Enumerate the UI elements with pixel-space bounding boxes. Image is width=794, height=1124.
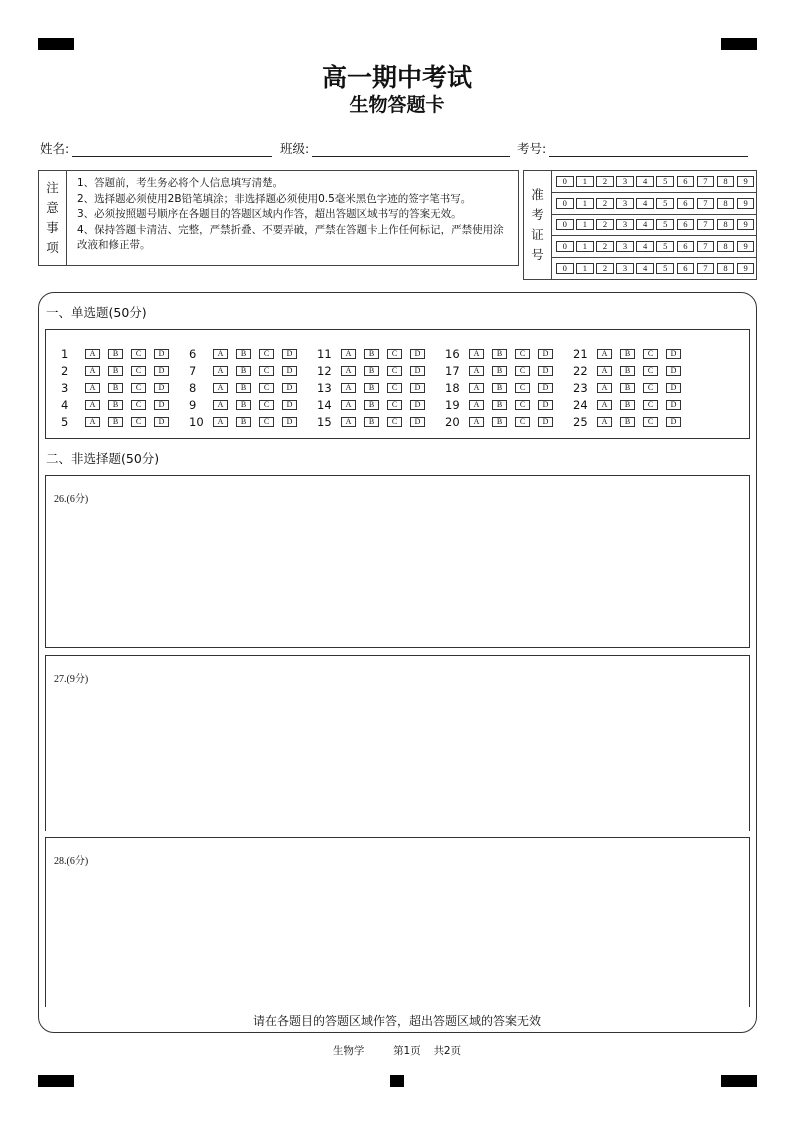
digit-bubble[interactable]: 1 <box>576 176 594 187</box>
digit-bubble[interactable]: 3 <box>616 176 634 187</box>
question-number: 18 <box>445 380 460 395</box>
option-bubble[interactable]: C <box>131 349 146 359</box>
option-bubble[interactable]: D <box>154 400 169 410</box>
digit-bubble[interactable]: 9 <box>737 176 755 187</box>
question-number: 6 <box>189 346 197 361</box>
option-bubble[interactable]: D <box>666 417 681 427</box>
option-bubble[interactable]: B <box>236 366 251 376</box>
choice-question-row <box>573 413 697 430</box>
question-number: 15 <box>317 414 332 429</box>
option-bubble[interactable]: D <box>410 383 425 393</box>
choice-question-row <box>317 379 441 396</box>
option-bubble[interactable]: C <box>131 383 146 393</box>
bottom-warning-note: 请在各题目的答题区域作答，超出答题区域的答案无效 <box>252 1014 541 1028</box>
option-bubble[interactable]: D <box>282 400 297 410</box>
option-bubble[interactable]: A <box>213 366 228 376</box>
choice-column <box>573 345 697 430</box>
digit-bubble[interactable]: 3 <box>616 241 634 252</box>
option-bubble[interactable]: B <box>236 349 251 359</box>
exam-id-digit-row <box>552 171 756 193</box>
digit-bubble[interactable]: 2 <box>596 198 614 209</box>
option-bubble[interactable]: C <box>131 400 146 410</box>
digit-bubble[interactable]: 1 <box>576 219 594 230</box>
choice-column <box>189 345 313 430</box>
answer-box-q27[interactable] <box>45 655 750 831</box>
notice-text <box>67 171 518 265</box>
exam-id-digit-row <box>552 258 756 279</box>
question-number: 19 <box>445 397 460 412</box>
option-bubble[interactable]: A <box>213 400 228 410</box>
choice-question-row <box>61 413 185 430</box>
page-subtitle: 生物答题卡 <box>349 94 445 116</box>
option-bubble[interactable]: C <box>259 417 274 427</box>
option-bubble[interactable]: D <box>538 417 553 427</box>
option-bubble[interactable]: C <box>643 417 658 427</box>
choice-question-row <box>189 379 313 396</box>
question-number: 12 <box>317 363 332 378</box>
exam-id-digit-row <box>552 236 756 258</box>
registration-mark-top-right <box>721 38 757 50</box>
digit-bubble[interactable]: 4 <box>636 198 654 209</box>
option-bubble[interactable]: B <box>492 417 507 427</box>
digit-bubble[interactable]: 3 <box>616 198 634 209</box>
choice-question-row <box>189 396 313 413</box>
question-number: 13 <box>317 380 332 395</box>
option-bubble[interactable]: B <box>236 400 251 410</box>
question-number: 24 <box>573 397 588 412</box>
question-number: 14 <box>317 397 332 412</box>
choice-question-row <box>317 413 441 430</box>
digit-bubble[interactable]: 6 <box>677 241 695 252</box>
option-bubble[interactable]: D <box>666 400 681 410</box>
option-bubble[interactable]: B <box>108 400 123 410</box>
option-bubble[interactable]: A <box>85 366 100 376</box>
digit-bubble[interactable]: 0 <box>556 219 574 230</box>
option-bubble[interactable]: C <box>515 366 530 376</box>
footer-page: 第1页 <box>393 1045 421 1057</box>
choice-question-row <box>61 396 185 413</box>
option-bubble[interactable]: A <box>597 417 612 427</box>
option-bubble[interactable]: C <box>643 400 658 410</box>
answer-box-q26[interactable] <box>45 475 750 648</box>
choice-question-row <box>445 413 569 430</box>
choice-question-row <box>61 345 185 362</box>
question-number: 9 <box>189 397 197 412</box>
option-bubble[interactable]: B <box>364 400 379 410</box>
digit-bubble[interactable]: 5 <box>656 219 674 230</box>
choice-question-row <box>573 345 697 362</box>
exam-number-line[interactable] <box>549 141 748 157</box>
option-bubble[interactable]: B <box>364 417 379 427</box>
digit-bubble[interactable]: 4 <box>636 241 654 252</box>
option-bubble[interactable]: B <box>620 383 635 393</box>
digit-bubble[interactable]: 9 <box>737 219 755 230</box>
digit-bubble[interactable]: 9 <box>737 198 755 209</box>
digit-bubble[interactable]: 7 <box>697 241 715 252</box>
digit-bubble[interactable]: 9 <box>737 241 755 252</box>
digit-bubble[interactable]: 8 <box>717 263 735 274</box>
digit-bubble[interactable]: 4 <box>636 176 654 187</box>
choice-question-row <box>445 345 569 362</box>
option-bubble[interactable]: D <box>154 417 169 427</box>
registration-mark-bottom-right <box>721 1075 757 1087</box>
digit-bubble[interactable]: 0 <box>556 263 574 274</box>
choice-question-row <box>61 362 185 379</box>
option-bubble[interactable]: B <box>108 366 123 376</box>
digit-bubble[interactable]: 3 <box>616 219 634 230</box>
option-bubble[interactable]: B <box>108 349 123 359</box>
choice-question-row <box>573 396 697 413</box>
digit-bubble[interactable]: 0 <box>556 198 574 209</box>
exam-id-box <box>523 170 757 280</box>
option-bubble[interactable]: B <box>492 349 507 359</box>
digit-bubble[interactable]: 5 <box>656 176 674 187</box>
answer-box-q28[interactable] <box>45 837 750 1007</box>
option-bubble[interactable]: B <box>364 349 379 359</box>
notice-line: 2、选择题必须使用2B铅笔填涂；非选择题必须使用0.5毫米黑色字迹的签字笔书写。 <box>77 192 472 205</box>
option-bubble[interactable]: B <box>620 366 635 376</box>
digit-bubble[interactable]: 8 <box>717 241 735 252</box>
option-bubble[interactable]: A <box>469 349 484 359</box>
option-bubble[interactable]: D <box>538 366 553 376</box>
option-bubble[interactable]: D <box>666 383 681 393</box>
option-bubble[interactable]: B <box>364 366 379 376</box>
page-footer <box>0 1043 794 1058</box>
option-bubble[interactable]: C <box>131 366 146 376</box>
option-bubble[interactable]: C <box>515 400 530 410</box>
option-bubble[interactable]: A <box>597 383 612 393</box>
option-bubble[interactable]: A <box>597 366 612 376</box>
option-bubble[interactable]: A <box>85 417 100 427</box>
digit-bubble[interactable]: 0 <box>556 176 574 187</box>
option-bubble[interactable]: C <box>387 417 402 427</box>
question-number: 8 <box>189 380 197 395</box>
question-number: 16 <box>445 346 460 361</box>
registration-mark-bottom-left <box>38 1075 74 1087</box>
option-bubble[interactable]: C <box>259 400 274 410</box>
choice-question-row <box>445 379 569 396</box>
option-bubble[interactable]: B <box>492 400 507 410</box>
question-number: 20 <box>445 414 460 429</box>
option-bubble[interactable]: D <box>282 366 297 376</box>
choice-question-row <box>573 379 697 396</box>
option-bubble[interactable]: B <box>108 417 123 427</box>
digit-bubble[interactable]: 4 <box>636 219 654 230</box>
digit-bubble[interactable]: 2 <box>596 241 614 252</box>
question-number: 5 <box>61 414 69 429</box>
notice-line: 3、必须按照题号顺序在各题目的答题区域内作答，超出答题区域书写的答案无效。 <box>77 208 462 221</box>
option-bubble[interactable]: B <box>620 417 635 427</box>
option-bubble[interactable]: B <box>620 400 635 410</box>
option-bubble[interactable]: D <box>282 349 297 359</box>
choice-question-row <box>317 345 441 362</box>
digit-bubble[interactable]: 7 <box>697 263 715 274</box>
option-bubble[interactable]: C <box>643 349 658 359</box>
digit-bubble[interactable]: 0 <box>556 241 574 252</box>
option-bubble[interactable]: A <box>469 417 484 427</box>
choice-question-row <box>189 362 313 379</box>
digit-bubble[interactable]: 2 <box>596 176 614 187</box>
option-bubble[interactable]: A <box>469 366 484 376</box>
class-field[interactable] <box>280 139 510 157</box>
question-number: 17 <box>445 363 460 378</box>
option-bubble[interactable]: D <box>410 366 425 376</box>
question-number: 22 <box>573 363 588 378</box>
digit-bubble[interactable]: 9 <box>737 263 755 274</box>
option-bubble[interactable]: D <box>410 417 425 427</box>
class-label: 班级: <box>280 141 310 156</box>
option-bubble[interactable]: D <box>282 383 297 393</box>
option-bubble[interactable]: D <box>538 383 553 393</box>
digit-bubble[interactable]: 7 <box>697 198 715 209</box>
option-bubble[interactable]: D <box>410 349 425 359</box>
choice-question-row <box>445 396 569 413</box>
footer-subject: 生物学 <box>332 1045 365 1057</box>
option-bubble[interactable]: B <box>108 383 123 393</box>
question-label: 27.(9分) <box>54 674 89 685</box>
digit-bubble[interactable]: 5 <box>656 198 674 209</box>
exam-id-heading: 准 考 证 号 <box>524 171 552 279</box>
option-bubble[interactable]: A <box>469 400 484 410</box>
question-number: 1 <box>61 346 69 361</box>
exam-number-label: 考号: <box>517 141 547 156</box>
choice-column <box>445 345 569 430</box>
option-bubble[interactable]: A <box>85 383 100 393</box>
question-number: 11 <box>317 346 332 361</box>
choice-question-row <box>317 396 441 413</box>
option-bubble[interactable]: A <box>213 349 228 359</box>
section-1-title: 一、单选题(50分) <box>46 305 147 320</box>
option-bubble[interactable]: A <box>341 400 356 410</box>
option-bubble[interactable]: D <box>666 366 681 376</box>
choice-question-row <box>573 362 697 379</box>
digit-bubble[interactable]: 1 <box>576 263 594 274</box>
option-bubble[interactable]: A <box>85 349 100 359</box>
option-bubble[interactable]: D <box>282 417 297 427</box>
option-bubble[interactable]: A <box>213 383 228 393</box>
option-bubble[interactable]: C <box>643 366 658 376</box>
choice-question-row <box>445 362 569 379</box>
digit-bubble[interactable]: 5 <box>656 241 674 252</box>
student-info-row <box>40 139 752 159</box>
question-number: 21 <box>573 346 588 361</box>
option-bubble[interactable]: C <box>387 400 402 410</box>
option-bubble[interactable]: D <box>154 383 169 393</box>
class-line[interactable] <box>312 141 510 157</box>
digit-bubble[interactable]: 2 <box>596 219 614 230</box>
digit-bubble[interactable]: 1 <box>576 198 594 209</box>
option-bubble[interactable]: D <box>666 349 681 359</box>
page-title: 高一期中考试 <box>321 63 472 92</box>
name-label: 姓名: <box>40 141 70 156</box>
option-bubble[interactable]: B <box>364 383 379 393</box>
digit-bubble[interactable]: 7 <box>697 176 715 187</box>
option-bubble[interactable]: A <box>597 349 612 359</box>
option-bubble[interactable]: B <box>620 349 635 359</box>
exam-id-digit-row <box>552 193 756 215</box>
option-bubble[interactable]: D <box>154 366 169 376</box>
choice-question-row <box>189 413 313 430</box>
digit-bubble[interactable]: 8 <box>717 219 735 230</box>
question-label: 26.(6分) <box>54 494 89 505</box>
option-bubble[interactable]: C <box>131 417 146 427</box>
question-label: 28.(6分) <box>54 856 89 867</box>
digit-bubble[interactable]: 1 <box>576 241 594 252</box>
choice-question-row <box>61 379 185 396</box>
option-bubble[interactable]: C <box>387 349 402 359</box>
exam-id-digit-row <box>552 215 756 237</box>
option-bubble[interactable]: C <box>259 383 274 393</box>
notice-line: 1、答题前，考生务必将个人信息填写清楚。 <box>77 177 284 189</box>
registration-mark-top-left <box>38 38 74 50</box>
option-bubble[interactable]: D <box>538 400 553 410</box>
choice-question-row <box>189 345 313 362</box>
digit-bubble[interactable]: 6 <box>677 198 695 209</box>
exam-number-field[interactable] <box>517 139 748 157</box>
option-bubble[interactable]: A <box>469 383 484 393</box>
option-bubble[interactable]: C <box>387 366 402 376</box>
option-bubble[interactable]: D <box>538 349 553 359</box>
question-number: 4 <box>61 397 69 412</box>
question-number: 2 <box>61 363 69 378</box>
question-number: 7 <box>189 363 197 378</box>
option-bubble[interactable]: C <box>515 383 530 393</box>
question-number: 25 <box>573 414 588 429</box>
option-bubble[interactable]: A <box>213 417 228 427</box>
option-bubble[interactable]: C <box>515 349 530 359</box>
option-bubble[interactable]: B <box>236 383 251 393</box>
option-bubble[interactable]: B <box>492 383 507 393</box>
digit-bubble[interactable]: 7 <box>697 219 715 230</box>
digit-bubble[interactable]: 4 <box>636 263 654 274</box>
option-bubble[interactable]: D <box>410 400 425 410</box>
option-bubble[interactable]: A <box>597 400 612 410</box>
registration-mark-bottom-center <box>390 1075 404 1087</box>
digit-bubble[interactable]: 6 <box>677 219 695 230</box>
option-bubble[interactable]: A <box>341 417 356 427</box>
option-bubble[interactable]: A <box>85 400 100 410</box>
option-bubble[interactable]: B <box>492 366 507 376</box>
option-bubble[interactable]: A <box>341 349 356 359</box>
digit-bubble[interactable]: 8 <box>717 176 735 187</box>
notice-heading: 注 意 事 项 <box>39 171 67 265</box>
option-bubble[interactable]: C <box>259 349 274 359</box>
name-field[interactable] <box>40 139 272 157</box>
option-bubble[interactable]: B <box>236 417 251 427</box>
digit-bubble[interactable]: 3 <box>616 263 634 274</box>
option-bubble[interactable]: C <box>643 383 658 393</box>
option-bubble[interactable]: A <box>341 383 356 393</box>
digit-bubble[interactable]: 6 <box>677 263 695 274</box>
name-line[interactable] <box>72 141 272 157</box>
question-number: 3 <box>61 380 69 395</box>
option-bubble[interactable]: A <box>341 366 356 376</box>
question-number: 23 <box>573 380 588 395</box>
notice-line: 4、保持答题卡清洁、完整，严禁折叠、不要弄破，严禁在答题卡上作任何标记，严禁使用涂改液和修正带。 <box>77 223 504 252</box>
choice-column <box>61 345 185 430</box>
section-2-title: 二、非选择题(50分) <box>46 451 160 466</box>
option-bubble[interactable]: D <box>154 349 169 359</box>
exam-id-digit-grid <box>552 171 756 279</box>
question-number: 10 <box>189 414 204 429</box>
digit-bubble[interactable]: 8 <box>717 198 735 209</box>
option-bubble[interactable]: C <box>515 417 530 427</box>
notice-box <box>38 170 519 266</box>
choice-column <box>317 345 441 430</box>
footer-total: 共2页 <box>433 1045 462 1057</box>
choice-question-row <box>317 362 441 379</box>
option-bubble[interactable]: C <box>259 366 274 376</box>
option-bubble[interactable]: C <box>387 383 402 393</box>
digit-bubble[interactable]: 5 <box>656 263 674 274</box>
digit-bubble[interactable]: 6 <box>677 176 695 187</box>
digit-bubble[interactable]: 2 <box>596 263 614 274</box>
